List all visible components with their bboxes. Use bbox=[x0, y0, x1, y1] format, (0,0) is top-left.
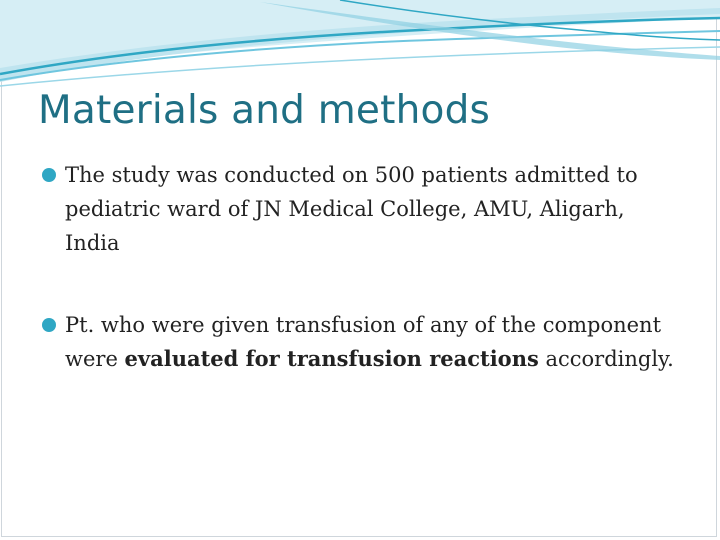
header-swoosh-graphic bbox=[0, 0, 720, 90]
bullet-item bbox=[42, 308, 682, 376]
bullet-item bbox=[42, 158, 682, 260]
bullet-text-bold: evaluated for transfusion reactions bbox=[124, 346, 539, 371]
slide-title: Materials and methods bbox=[38, 88, 491, 133]
bullet-text: The study was conducted on 500 patients admitted to pediatric ward of JN Medical College, AMU, Aligarh, India bbox=[65, 163, 638, 255]
bullet-dot-icon bbox=[42, 318, 56, 332]
bullet-text-after: accordingly. bbox=[538, 347, 674, 371]
bullet-list bbox=[42, 158, 682, 376]
bullet-dot-icon bbox=[42, 168, 56, 182]
bullet-text-before: Pt. who were given transfusion of any of the component were bbox=[65, 313, 662, 371]
